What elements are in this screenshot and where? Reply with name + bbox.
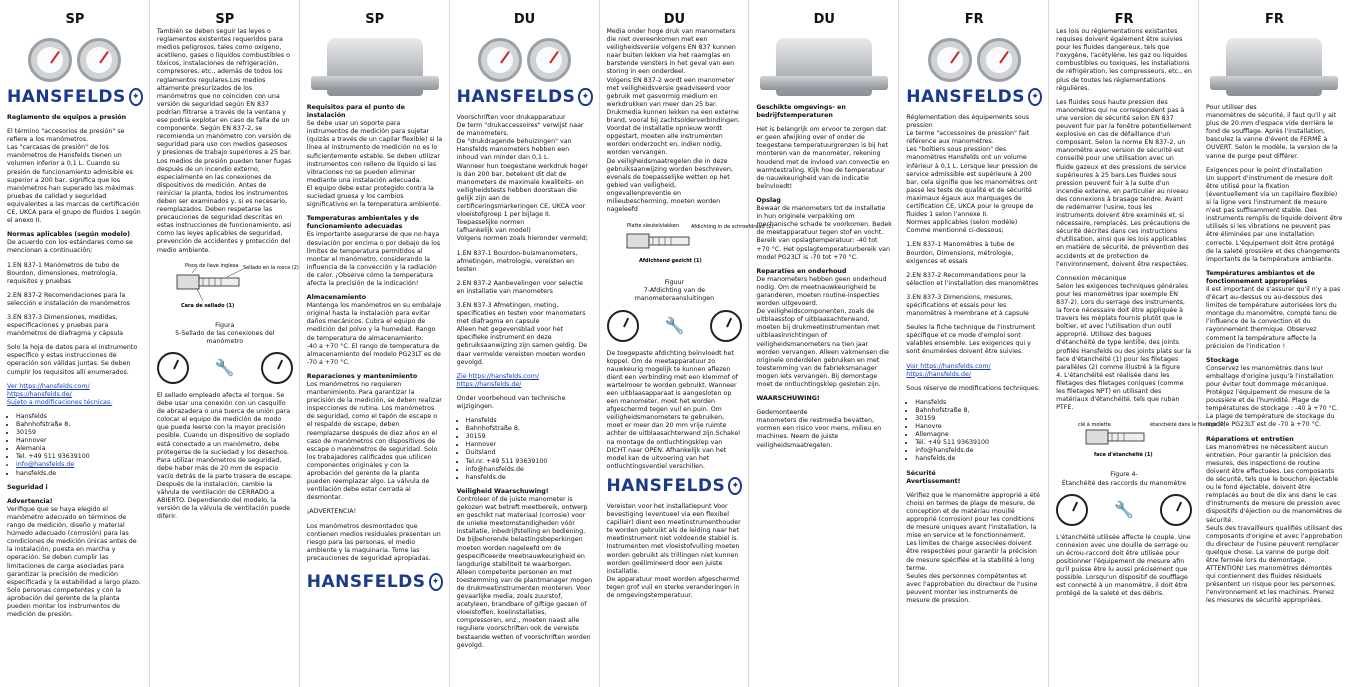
logo-emblem-icon: ✦ [1028,88,1042,106]
hansfelds-logo [7,88,143,106]
column-sp-1 [0,0,150,687]
paragraph: Bewaar de manometers tot de installatie in hun originele verpakking om mechanische schade te voorkomen. Bedek de meetapparatuur tegen stof en vocht. Bereik van opslagtemperatuur: -40 tot +70 °C. Het opslagtemperatuurbereik van model PG23LT is -70 tot +70 °C. [756,205,892,261]
address-list [457,417,593,482]
pressure-gauge-icon [478,38,522,82]
paragraph: Los manómetros desmontados que contienen medios residuales presentan un riesgo para las personas, el medio ambiente y la maquinaria. Tome las precauciones de seguridad apropiadas. [306,522,441,562]
paragraph: 3.EN 837-3 Dimensions, mesures, spécifications et essais pour les manomètres à membrane et à capsule [906,293,1029,318]
logo-text: HANSFELDS [606,475,726,496]
website-links[interactable]: Ver https://hansfelds.com/ https://hansfelds.de/ Sujeto a modificaciones técnicas. [7,382,113,406]
address-line: • Duitsland [466,449,593,457]
text-block-a [756,104,892,450]
address-line: • hansfelds.de [16,470,143,478]
text-block-a [906,114,1042,393]
paragraph: Advertencia! [7,497,53,505]
pressure-gauge-icon [28,38,72,82]
paragraph: Onder voorbehoud van technische wijzigingen. [456,394,566,410]
logo-emblem-icon: ✦ [578,88,592,106]
gauge-photo [457,38,593,82]
text-block-b [906,470,1042,606]
paragraph: 1.EN 837-1 Bourdon-buismanometers, afmetingen, metrologie, vereisten en testen [456,249,578,273]
language-heading: DU [813,12,835,27]
gauge-photo [906,38,1042,82]
address-line: • 30159 [466,433,593,441]
paragraph: Het is belangrijk om ervoor te zorgen dat er geen afwijking over of onder de toegestane temperatuurgrenzen is bij het monteren van de manometer, rekening houdend met de invloed van convectie en warmtestraling. Kijk hoe de temperatuur de nauwkeurigheid van de indicatie beïnvloedt! [756,126,890,190]
logo-emblem-icon: ✦ [129,88,143,106]
paragraph: Réparations et entretien [1206,435,1294,443]
text-block-b [607,350,743,471]
sealing-diagram [1056,418,1226,462]
pressure-gauge-icon [527,38,571,82]
paragraph: Normas aplicables (según modelo) [7,231,130,239]
address-line: • Bahnhofstraße 8, [466,425,593,433]
paragraph: El sellado empleado afecta el torque. Se debe usar una conexión con un casquillo de abrazadera o una tuerca de unión para colocar el equipo de medición de modo que pueda leerse con la mayor precisión posible. Cuando un dispositivo de soplado está conectado a un manómetro, debe protegerse de la suciedad y los desechos. Para utilizar manómetros de seguridad, debe haber más de 20 mm de espacio vacío detrás de la parte trasera de escape. Después de la instalación, cambie la válvula de ventilación de CERRADO a ABIERTO. Dependiendo del modelo, la versión de la válvula de ventilación puede diferir. [156,392,293,521]
gauge-icon [710,310,742,342]
text-block-a [607,28,743,214]
paragraph: Opslag [756,196,781,204]
text-block-a [1206,104,1343,606]
paragraph: WAARSCHUWING! [756,395,820,403]
address-line: • hansfelds.de [466,474,593,482]
paragraph: De toegepaste afdichting beïnvloedt het koppel. Om de meetapparatuur zo nauwkeurig mogelijk te kunnen aflezen dient een verbinding met een klemmof of wartelmoer te worden gebruikt. Wanneer een uitblaasapparaat is aangesloten op een manometer, moet het worden afgeschermd tegen vuil en puin. Om veiligheidsmanometers te gebruiken, moet er meer dan 20 mm vrije ruimte achter de uitblaasachterwand zijn.Schakel na montage de ontluchtingsklep van DICHT naar OPEN. Afhankelijk van het model kan de uitvoering van het ontluchtingsventiel verschillen. [606,349,740,470]
paragraph: Sécurité Avertissement! [906,469,961,485]
column-sp-3 [300,0,450,687]
paragraph: Exigences pour le point d'installation Un support d'instrument de mesure doit être utilisé pour la fixation (éventuellement via un capillaire flexible) si la ligne vers l'instrument de mesure n'est pas suffisamment stable. Des instruments remplis de liquide doivent être utilisés si les vibrations ne peuvent pas être éliminées par une installation correcte. L'équipement doit être protégé de la saleté grossière et des changements importants de la température ambiante. [1206,166,1343,263]
email-link[interactable]: • info@hansfelds.de [915,447,1042,455]
paragraph: Les fluides sous haute pression des manomètres qui ne correspondent pas à une version de sécurité selon EN 837 peuvent fuir par la fenêtre potentiellement explosive en cas de défaillance d'un composant. Selon la norme EN 837-2, un manomètre avec version de sécurité est conseillé pour une utilisation avec un fluide gazeux et des pressions de service supérieures à 25 bars.Les fluides sous pression peuvent fuir à la suite d'un incendie externe, en particulier au niveau des connexions à brasage tendre. Avant de redémarrer l'usine, tous les instruments doivent être examinés et, si nécessaire, remplacés. Les précautions de sécurité décrites dans ces instructions d'utilisation, ainsi que les lois applicables en matière de sécurité, de prévention des accidents et de protection de l'environnement, doivent être respectées. [1056,98,1192,268]
paragraph: El término "accesorios de presión" se refiere a los manómetros. Las "carcasas de presión" de los manómetros de Hansfelds tienen un volumen inferior a 0,1 L. Cuando su presión de funcionamiento admisible es superior a 200 bar, significa que los manómetros han superado las máximas pruebas de calidad y seguridad equivalentes a las marcas de certificación CE, UKCA para el grupo de fluidos 1 según el anexo II. [7,128,141,225]
paragraph: Seules la fiche technique de l'instrument spécifique et ce mode d'emploi sont valables ensemble. Les exigences qui y sont énumérées doivent être suivies. [906,324,1036,356]
address-line: • 30159 [915,415,1042,423]
figure-caption: Figure 4- Étanchéité des raccords du manomètre [1061,471,1187,487]
language-heading: DU [513,12,536,27]
email-link[interactable]: • info@hansfelds.de [466,466,593,474]
address-line: • Tel.nr. +49 511 93639100 [466,458,593,466]
figure-label: Afdichtend gezicht (1) [638,258,702,265]
figure-label: face d'étanchéité (1) [1094,452,1153,459]
language-heading: FR [1114,12,1134,27]
paragraph: También se deben seguir las leyes o reglamentos existentes requeridos para medios peligrosos, tales como oxígeno, acetileno, gases o líquidos combustibles o tóxicos, instalaciones de refrigeración, compresores, etc., además de todos los reglamentos regulares.Los medios altamente presurizados de los manómetros que no coinciden con una versión de seguridad según EN 837 podrían filtrarse a través de la ventana y ese podría explotar en caso de falla de un componente. Según EN 837-2, se recomienda un manómetro con versión de seguridad para uso con medios gaseosos y presiones de trabajo superiores a 25 bar. Los medios de presión pueden tener fugas después de un incendio externo, especialmente en las conexiones de dispositivos de medición. Antes de reiniciar la planta, todos los instrumentos deben ser examinados y, si es necesario, reemplazados. Deben respetarse las precauciones de seguridad descritas en estas instrucciones de funcionamiento, así como las leyes aplicables de seguridad, prevención de accidentes y protección del medio ambiente. [156,28,292,254]
figure-label: Afdichting in de schroefdraad (2) [690,224,773,231]
logo-text: HANSFELDS [906,86,1026,107]
wrench-icon: 🔧 [1114,499,1135,519]
sealing-diagram [607,220,773,270]
hansfelds-logo [307,573,443,591]
gauge-icon [607,310,639,342]
hansfelds-logo [906,88,1042,106]
paragraph: Vereisten voor het installatiepunt Voor bevestiging (eventueel via een flexibel capillair) dient een meetinstrumenthouder te worden gebruikt als de leiding naar het meetinstrument niet voldoende stabiel is. Instrumenten met vloeistofvulling moeten worden gebruikt als trillingen niet kunnen worden geëlimineerd door een juiste installatie. De apparatuur moet worden afgeschermd tegen grof vuil en sterke veranderingen in de omgevingstemperatuur. [606,502,741,599]
paragraph: Reparaciones y mantenimiento [306,372,418,380]
paragraph: 2.EN 837-2 Aanbevelingen voor selectie en installatie van manometers [456,279,583,295]
figure-label: étanchéité dans le filetage (2) [1150,422,1226,429]
paragraph: Seguridad i [7,483,48,491]
paragraph: L'étanchéité utilisée affecte le couple. Une connexion avec une douille de serrage ou un écrou-raccord doit être utilisée pour positionner l'équipement de mesure afin qu'il puisse être lu aussi précisément que possible. Lorsqu'un dispositif de soufflage est connecté à un manomètre, il doit être protégé de la saleté et des débris. [1056,533,1191,598]
figure-label: Platte sleutelvlakken [626,223,679,230]
text-block-c [607,503,743,600]
wrench-icon: 🔧 [664,315,685,335]
sealing-figure [1056,418,1226,465]
text-block-b [1056,534,1192,599]
figure-label: Pisos de llave inglesa [184,262,239,269]
sealing-figure [157,261,299,316]
paragraph: Stockage [1206,356,1239,364]
paragraph: 2.EN 837-2 Recomendaciones para la selección e instalación de manómetros [7,291,130,307]
language-heading: SP [215,12,235,27]
address-line: • Hanovre [915,423,1042,431]
pressure-gauge-icon [928,38,972,82]
paragraph: Conservez les manomètres dans leur emballage d'origine jusqu'à l'installation pour éviter tout dommage mécanique. Protégez l'équipement de mesure de la poussière et de l'humidité. Plage de températures de stockage : -40 à +70 °C. La plage de température de stockage du modèle PG23LT est de -70 à +70 °C. [1206,364,1339,429]
text-block-b [7,484,143,620]
paragraph: Températures ambiantes et de fonctionnement appropriées [1206,269,1315,285]
paragraph: 1.EN 837-1 Manómetros de tubo de Bourdon, dimensiones, metrología, requisitos y pruebas [7,261,120,285]
logo-text: HANSFELDS [7,86,126,107]
address-line: • Hannover [466,441,593,449]
paragraph: ¡ADVERTENCIA! [306,508,357,516]
column-du-3 [749,0,899,687]
maintenance-icons [157,352,293,384]
gauge-icon [261,352,293,384]
gauge-icon [1160,494,1192,526]
text-block-a [157,28,293,255]
language-heading: SP [65,12,85,27]
valve-photo [1226,38,1322,96]
text-block-a [7,114,143,407]
paragraph: Temperaturas ambientales y de funcionamiento adecuadas [306,215,419,231]
paragraph: Vérifiez que le manomètre approprié a été choisi en termes de plage de mesure, de conception et de matériau mouillé approprié (corrosion) pour les conditions de mesure uniques avant l'installation, la mise en service et le fonctionnement. Les limites de charge associées doivent être respectées pour garantir la précision de mesure spécifiée et la stabilité à long terme. Seules des personnes compétentes et avec l'approbation du directeur de l'usine peuvent monter les instruments de mesure de pression. [906,491,1040,604]
column-sp-2 [150,0,300,687]
paragraph: Mantenga los manómetros en su embalaje original hasta la instalación para evitar daños mecánicos. Cubra el equipo de medición del polvo y la humedad. Rango de temperatura de almacenamiento: -40 a +70 °C. El rango de temperatura de almacenamiento del modelo PG23LT es de -70 a +70 °C. [306,302,442,366]
language-heading: FR [964,12,984,27]
paragraph: Geschikte omgevings- en bedrijfstemperaturen [756,104,846,120]
paragraph: Requisitos para el punto de instalación [306,104,405,120]
logo-text: HANSFELDS [456,86,576,107]
paragraph: Gedemonteerde manometers die restmedia bevatten, vormen een risico voor mens, milieu en machines. Neem de juiste veiligheidsmaatregelen. [756,409,882,449]
paragraph: 2.EN 837-2 Recommandations pour la sélection et l'installation des manomètres [906,271,1039,287]
address-line: • Tél. +49 511 93639100 [915,439,1042,447]
language-heading: DU [663,12,686,27]
paragraph: Sous réserve de modifications techniques. [906,384,1040,392]
text-block-b [157,392,293,522]
paragraph: Voorschriften voor drukapparatuur De term "drukaccessoires" verwijst naar de manometers. De "drukdragende behuizingen" van Hansfelds manometers hebben een inhoud van minder dan 0,1 L. Wanneer hun toegestane werkdruk hoger is dan 200 bar, betekent dit dat de manometers de maximale kwaliteits- en veiligheidstests hebben doorstaan die gelijk zijn aan de certificeringsmarkeringen CE, UKCA voor vloeistofgroep 1 per bijlage II. Toepasselijke normen (afhankelijk van model) Volgens normen zoals hieronder vermeld; [456,114,588,243]
pressure-gauge-icon [77,38,121,82]
paragraph: Solo la hoja de datos para el instrumento específico y estas instrucciones de operación son válidas juntas. Se deben cumplir los requisitos allí enumerados. [7,344,138,376]
paragraph: Los manómetros no requieren mantenimiento. Para garantizar la precisión de la medición, se deben realizar inspecciones de rutina. Los manómetros de seguridad, como el tapón de escape o el respaldo de escape, deben reemplazarse después de diez años en el caso de manómetros con dispositivos de escape o manómetros de seguridad. Solo los trabajadores calificados que utilicen componentes originales y con la aprobación del gerente de la planta pueden reemplazar algo. La válvula de ventilación debe estar cerrada al desmontar. [306,381,442,502]
address-line: • Bahnhofstraße 8, [16,421,143,429]
logo-emblem-icon: ✦ [728,477,742,495]
paragraph: Media onder hoge druk van manometers die niet overeenkomen met een veiligheidsversie volgens EN 837 kunnen naar buiten lekken via het raamglas en barstende vensters in het geval van een storing in een onderdeel. Volgens EN 837-2 wordt een manometer met veiligheidsversie geadviseerd voor gebruik met gasvormig medium en werkdrukken van meer dan 25 bar. Drukmedia kunnen lekken na een externe brand, vooral bij zachtsolderverbindingen. Voordat de installatie opnieuw wordt opgestart, moeten alle instrumenten worden onderzocht en, indien nodig, worden vervangen. De veiligheidsmaatregelen die in deze gebruiksaanwijzing worden beschreven, evenals de toepasselijke wetten op het gebied van veiligheid, ongevallenpreventie en milieubescherming, moeten worden nageleefd [606,28,741,214]
address-line: • Hansfelds [466,417,593,425]
paragraph: Réglementation des équipements sous pression Le terme "accessoires de pression" fait référence aux manomètres. Les "boîtiers sous pression" des manomètres Hansfelds ont un volume inférieur à 0,1 L. Lorsque leur pression de service admissible est supérieure à 200 bar, cela signifie que les manomètres ont passé les tests de qualité et de sécurité maximaux égaux aux marquages de certification CE, UKCA pour le groupe de fluides 1 selon l'annexe II. Normes applicables (selon modèle) Comme mentionné ci-dessous; [906,114,1038,235]
gauge-icon [1056,494,1088,526]
column-fr-3 [1199,0,1349,687]
paragraph: Es importante asegurarse de que no haya desviación por encima o por debajo de los límites de temperatura permitidos al montar el manómetro, considerando la influencia de la convección y la radiación de calor. ¡Observe cómo la temperatura afecta la precisión de la indicación! [306,231,441,287]
maintenance-icons [1056,494,1192,526]
address-line: • hansfelds.de [915,455,1042,463]
paragraph: Reglamento de equipos a presión [7,114,127,121]
paragraph: Controleer of de juiste manometer is gekozen wat betreft meetbereik, ontwerp en geschikt nat materiaal (corrosie) voor de unieke meetomstandigheden vóór installatie, inbedrijfstelling en bediening. De bijbehorende belastingsbeperkingen moeten worden nageleefd om de gespecificeerde meetnauwkeurigheid en langdurige stabiliteit te waarborgen. Alleen competente personen en met toestemming van de plantmanager mogen de drukmeetinstrumenten monteren. Voor gevaarlijke media, zoals zuurstof, acetyleen, brandbare of giftige gassen of vloeistoffen, koelinstallaties, compressoren, enz., moeten naast alle reguliere voorschriften ook de vereiste bestaande wetten of voorschriften worden gevolgd. [456,495,593,649]
column-fr-1 [899,0,1049,687]
text-block-a [1056,28,1192,412]
language-heading: FR [1264,12,1284,27]
gauge-photo [7,38,143,82]
logo-emblem-icon: ✦ [429,573,443,591]
paragraph: De acuerdo con los estándares como se mencionan a continuación; [7,239,133,255]
maintenance-icons [607,310,743,342]
valve-photo [327,38,423,96]
column-du-1 [450,0,600,687]
figure-label: Sellado en la rosca (2) [242,264,299,271]
address-line: • 30159 [16,429,143,437]
address-line: • Hansfelds [915,399,1042,407]
figure-label: clé à molette [1078,422,1111,429]
address-line: • Bahnhofstraße 8, [915,407,1042,415]
paragraph: Verifique que se haya elegido el manómetro adecuado en términos de rango de medición, diseño y material húmedo adecuado (corrosión) para las condiciones de medición únicas antes de la instalación, puesta en marcha y operación. Se deben cumplir las limitaciones de carga asociadas para garantizar la precisión de medición especificada y la estabilidad a largo plazo. Solo personas competentes y con la aprobación del gerente de la planta pueden montar los instrumentos de medición de presión. [7,505,141,619]
hansfelds-logo [607,477,743,495]
paragraph: De manometers hebben geen onderhoud nodig. Om de meetnauwkeurigheid te garanderen, moeten routine-inspecties worden uitgevoerd. De veiligheidscomponenten, zoals de uitblaasstop of uitblaasachterwand, moeten bij drukmeetinstrumenten met uitblaasinrichtingen of veiligheidsmanometers na tien jaar worden vervangen. Alleen vakmensen die originele onderdelen gebruiken en met toestemming van de fabrieksmanager mogen iets vervangen. Bij demontage moet de ontluchtingsklep gesloten zijn. [756,275,889,388]
paragraph: 3.EN 837-3 Dimensiones, medidas, especificaciones y pruebas para manómetros de diafragma y cápsula [7,313,123,338]
figure-caption: Figuur 7-Afdichting van de manometeraansluitingen [634,279,715,303]
address-line: • Alemania [16,445,143,453]
paragraph: Se debe usar un soporte para instrumentos de medición para sujetar (quizás a través de un capilar flexible) si la línea al instrumento de medición no es lo suficientemente estable. Se deben utilizar instrumentos con relleno de líquido si las vibraciones no se pueden eliminar mediante una instalación adecuada. El equipo debe estar protegido contra la suciedad gruesa y los cambios significativos en la temperatura ambiente. [306,120,443,209]
hansfelds-logo [457,88,593,106]
paragraph: Les lois ou réglementations existantes requises doivent également être suivies pour les fluides dangereux, tels que l'oxygène, l'acétylène, les gaz ou liquides combustibles ou toxiques, les installations de réfrigération, les compresseurs, etc., en plus de toutes les réglementations régulières. [1056,28,1192,92]
paragraph: Reparaties en onderhoud [756,267,847,275]
address-list [906,399,1042,464]
sealing-figure [607,220,773,273]
text-block-a [307,104,443,563]
paragraph: Les manomètres ne nécessitent aucun entretien. Pour garantir la précision des mesures, des inspections de routine doivent être effectuées. Les composants de sécurité, tels que le bouchon éjectable ou le fond éjectable, doivent être remplacés au bout de dix ans dans le cas d'instruments de mesure de pression avec dispositifs d'éjection ou de manomètres de sécurité. Seuls des travailleurs qualifiés utilisant des composants d'origine et avec l'approbation du directeur de l'usine peuvent remplacer quelque chose. La vanne de purge doit être fermée lors du démontage. ATTENTION! Les manomètres démontés qui contiennent des fluides résiduels présentent un risque pour les personnes, l'environnement et les machines. Prenez les mesures de sécurité appropriées. [1206,443,1343,605]
paragraph: Veiligheid Waarschuwing! [456,487,549,495]
pressure-gauge-icon [977,38,1021,82]
paragraph: Almacenamiento [306,294,367,302]
logo-text: HANSFELDS [306,571,426,592]
text-block-b [457,488,593,650]
paragraph: Connexion mécanique Selon les exigences techniques générales pour les manomètres (par exemple EN 837-2). Lors du serrage des instruments, la force nécessaire doit être appliquée à travers les méplats fournis plutôt que le boîtier, et avec l'utilisation d'un outil approprié. Utilisez des bagues d'étanchéité de type lentille, des joints profilés Hansfelds ou des joints plats sur la face d'étanchéité (1) pour les filetages parallèles (2) comme illustré à la figure 4. L'étanchéité est réalisée dans les filetages des filetages coniques (comme les filetages NPT) en utilisant des matériaux d'étanchéité, tels que ruban PTFE. [1056,274,1192,412]
paragraph: 3.EN 837-3 Afmetingen, meting, specificaties en testen voor manometers met diafragma en capsule Alleen het gegevensblad voor het specifieke instrument en deze gebruiksaanwijzing zijn samen geldig. De daar vermelde vereisten moeten worden gevolgd. [456,301,588,366]
paragraph: 1.EN 837-1 Manomètres à tube de Bourdon, Dimensions, métrologie, exigences et essais [906,241,1015,265]
address-line: • Hansfelds [16,413,143,421]
address-line: • Tel. +49 511 93639100 [16,453,143,461]
address-list [7,413,143,478]
paragraph: Pour utiliser des manomètres de sécurité, il faut qu'il y ait plus de 20 mm d'espace vide derrière le fond de soufflage. Après l'installation, basculez la vanne d'évent de FERMÉ à OUVERT. Selon le modèle, la version de la vanne de purge peut différer. [1206,104,1338,160]
figure-label: Cara de sellado (1) [180,302,235,309]
website-links[interactable]: Voir https://hansfelds.com/ https://hansfelds.de/ [906,362,991,378]
text-block-a [457,114,593,411]
figure-caption: Figura 5-Sellado de las conexiones del manómetro [175,321,275,345]
gauge-icon [157,352,189,384]
paragraph: Il est important de s'assurer qu'il n'y a pas d'écart au-dessus ou au-dessous des limites de température autorisées lors du montage du manomètre, compte tenu de l'influence de la convection et du rayonnement thermique. Observez comment la température affecte la précision de l'indication ! [1206,285,1341,350]
valve-photo [776,38,872,96]
email-link[interactable]: • info@hansfelds.de [16,461,143,469]
address-line: • Allemagne [915,431,1042,439]
address-line: • Hannover [16,437,143,445]
website-links[interactable]: Zie https://hansfelds.com/ https://hansfelds.de/ [456,372,539,388]
wrench-icon: 🔧 [214,358,235,377]
sealing-diagram [157,261,299,313]
language-heading: SP [365,12,385,27]
